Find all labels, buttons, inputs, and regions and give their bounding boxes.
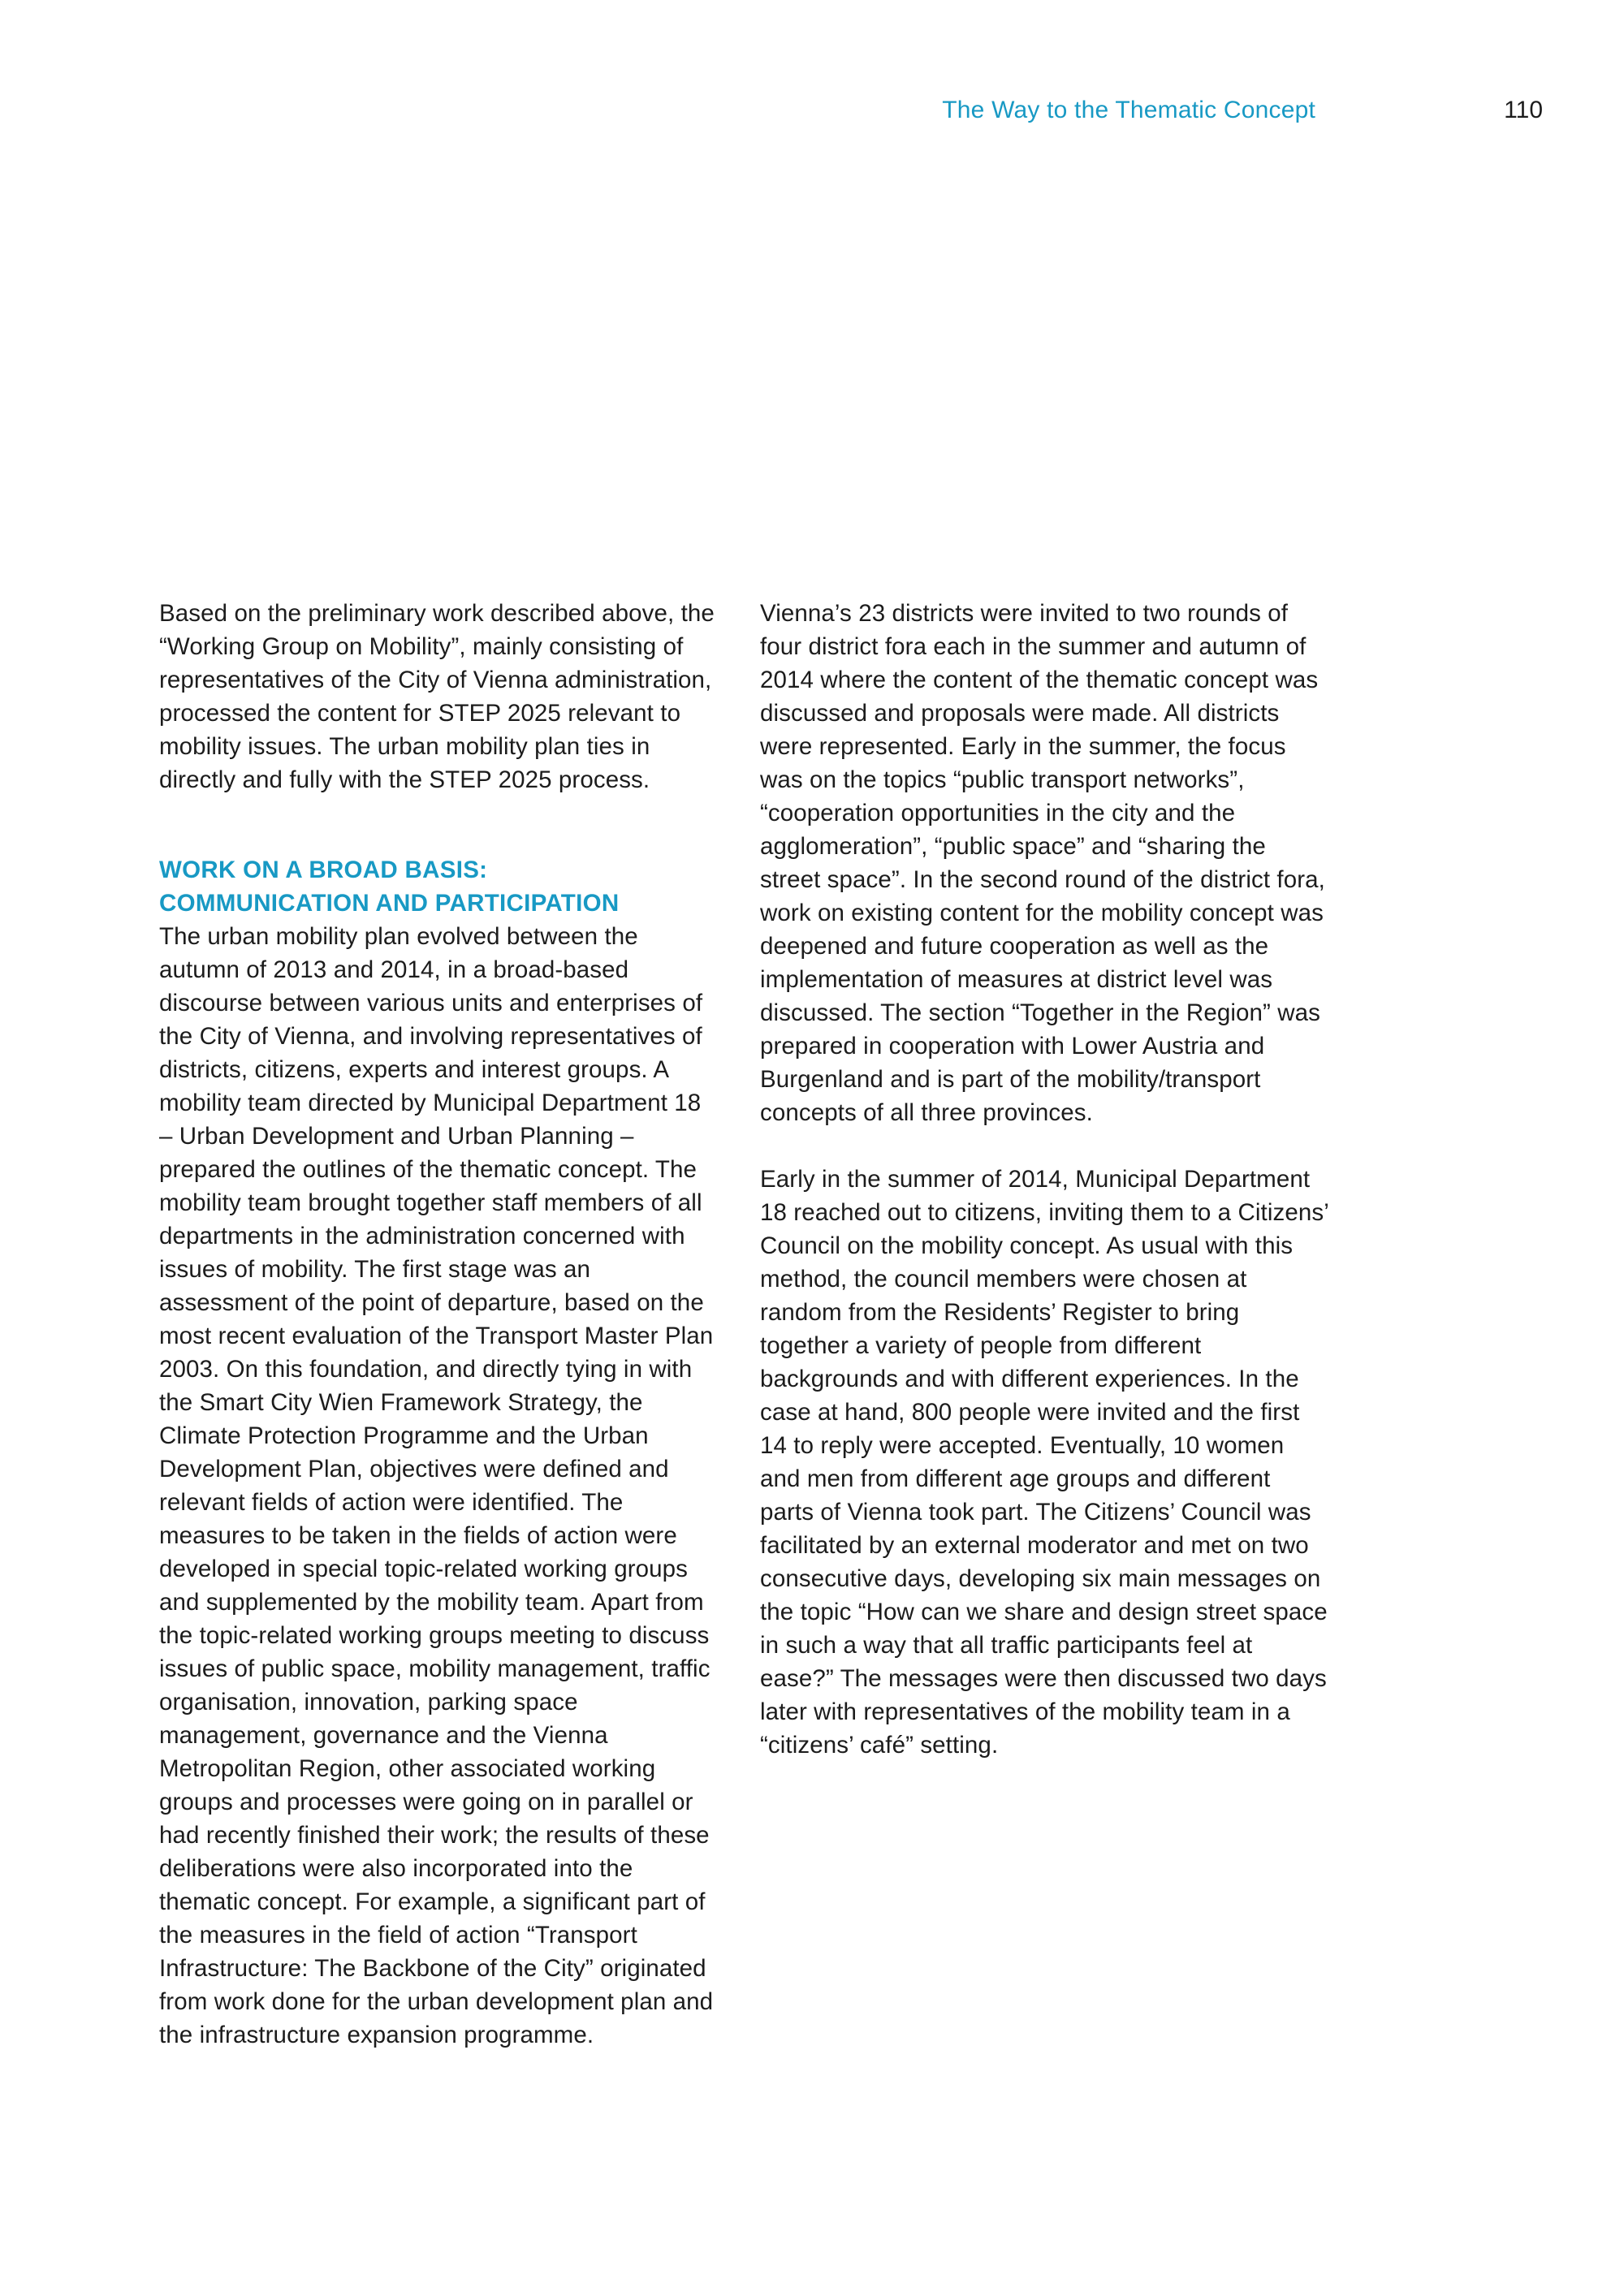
- left-text-column: [159, 597, 719, 2052]
- right-text-column: [760, 597, 1328, 1762]
- right-paragraph-citizens-council: Early in the summer of 2014, Municipal Department 18 reached out to citizens, inviting them to a Citizens’ Council on the mobility concept. As usual with this method, the council members were chosen at random from the Residents’ Register to bring together a variety of people from different backgrounds and with different experiences. In the case at hand, 800 people were invited and the first 14 to reply were accepted. Eventually, 10 women and men from different age groups and different parts of Vienna took part. The Citizens’ Council was facilitated by an external moderator and met on two consecutive days, developing six main messages on the topic “How can we share and design street space in such a way that all traffic participants feel at ease?” The messages were then discussed two days later with representatives of the mobility team in a “citizens’ café” setting.: [760, 1166, 1328, 1759]
- right-paragraph-districts: Vienna’s 23 districts were invited to two rounds of four district fora each in the summer and autumn of 2014 where the content of the thematic concept was discussed and proposals were made. All districts were represented. Early in the summer, the focus was on the topics “public transport networks”, “cooperation opportunities in the city and the agglomeration”, “public space” and “sharing the street space”. In the second round of the district fora, work on existing content for the mobility concept was deepened and future cooperation as well as the implementation of measures at district level was discussed. The section “Together in the Region” was prepared in cooperation with Lower Austria and Burgenland and is part of the mobility/transport concepts of all three provinces.: [760, 600, 1325, 1126]
- page-number: 110: [1504, 97, 1543, 123]
- section-heading-line1: WORK ON A BROAD BASIS:: [159, 857, 488, 883]
- running-header-title: The Way to the Thematic Concept: [942, 97, 1315, 123]
- section-heading-line2: COMMUNICATION AND PARTICIPATION: [159, 890, 620, 917]
- section-heading: [159, 853, 719, 920]
- left-paragraph-body: The urban mobility plan evolved between the autumn of 2013 and 2014, in a broad-based discourse between various units and enterprises of the City of Vienna, and involving representatives of districts, citizens, experts and interest groups. A mobility team directed by Municipal Department 18 – Urban Development and Urban Planning – prepared the outlines of the thematic concept. The mobility team brought together staff members of all departments in the administration concerned with issues of mobility. The first stage was an assessment of the point of departure, based on the most recent evaluation of the Transport Master Plan 2003. On this foundation, and directly tying in with the Smart City Wien Framework Strategy, the Climate Protection Programme and the Urban Development Plan, objectives were defined and relevant fields of action were identified. The measures to be taken in the fields of action were developed in special topic-related working groups and supplemented by the mobility team. Apart from the topic-related working groups meeting to discuss issues of public space, mobility management, traffic organisation, innovation, parking space management, governance and the Vienna Metropolitan Region, other associated working groups and processes were going on in parallel or had recently finished their work; the results of these deliberations were also incorporated into the thematic concept. For example, a significant part of the measures in the field of action “Transport Infrastructure: The Backbone of the City” originated from work done for the urban development plan and the infrastructure expansion programme.: [159, 923, 714, 2048]
- left-paragraph-intro: Based on the preliminary work described above, the “Working Group on Mobility”, mainly consisting of representatives of the City of Vienna administration, processed the content for STEP 2025 relevant to mobility issues. The urban mobility plan ties in directly and fully with the STEP 2025 process.: [159, 600, 715, 793]
